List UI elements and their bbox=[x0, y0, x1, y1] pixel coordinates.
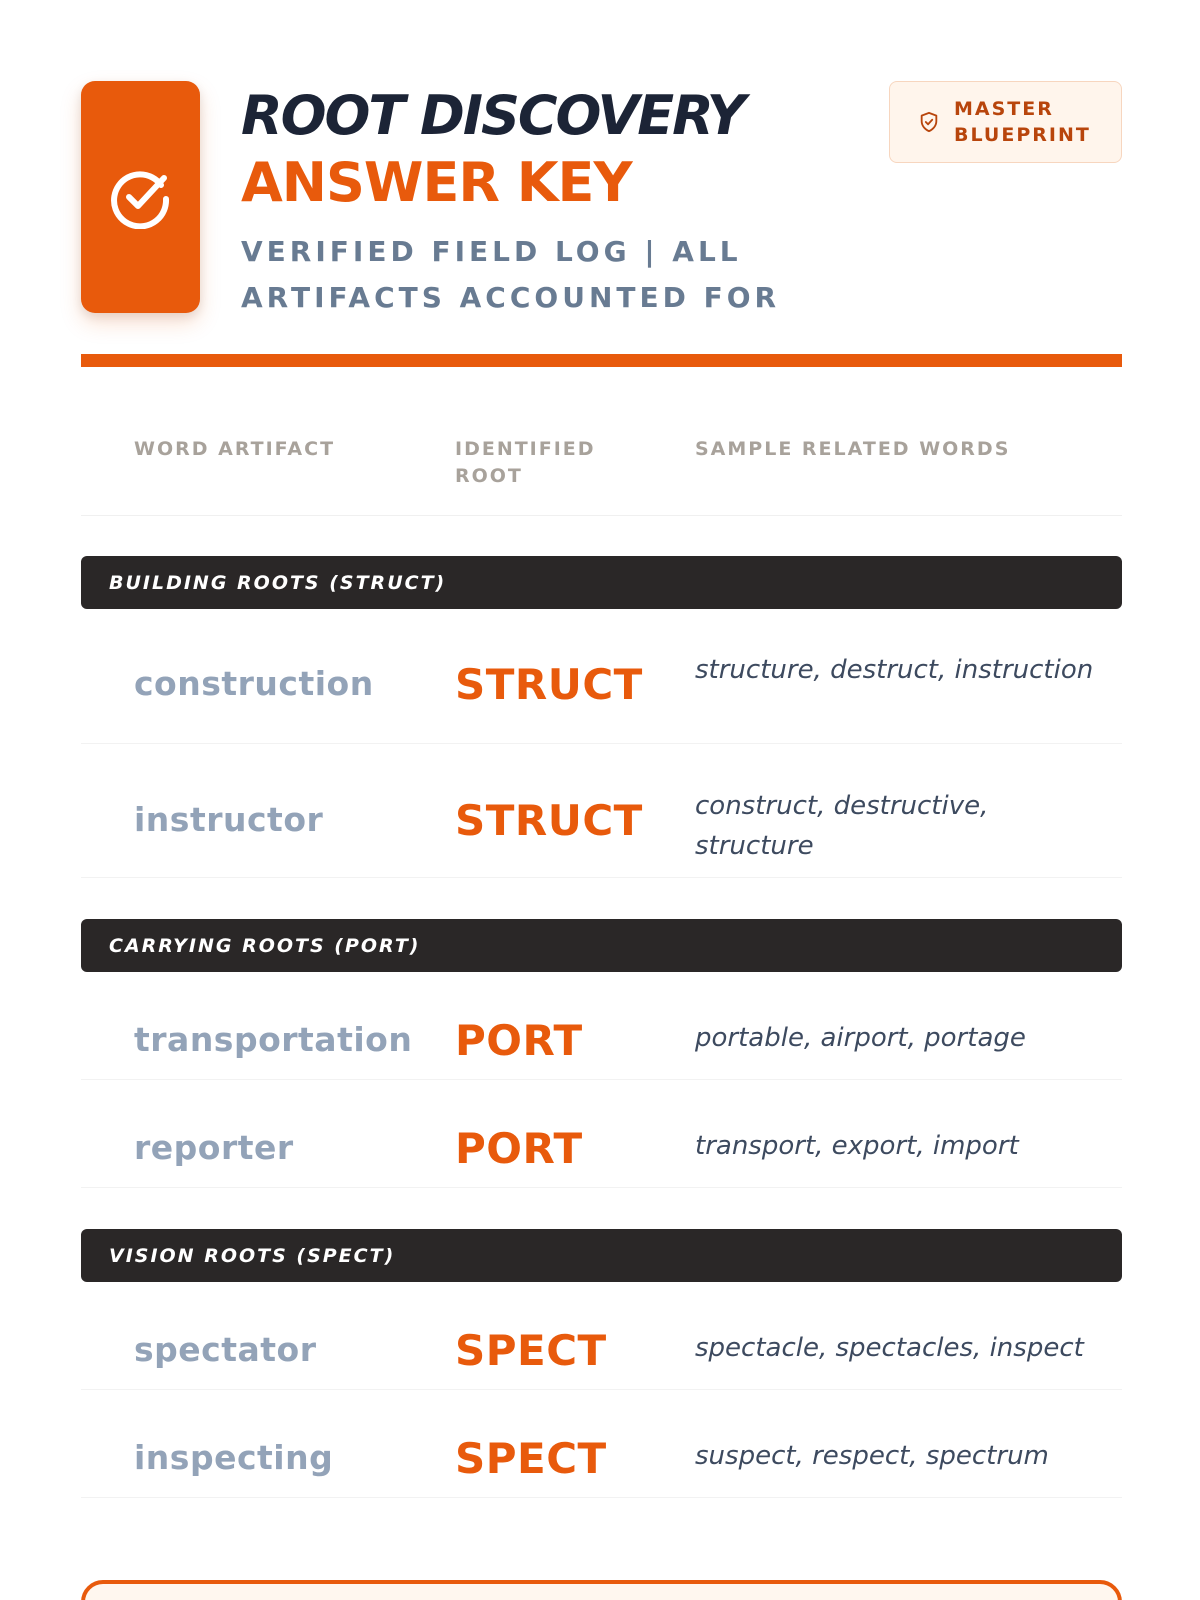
page-title-secondary: ANSWER KEY bbox=[241, 151, 632, 214]
group-header-struct bbox=[81, 556, 1122, 609]
identified-root: STRUCT bbox=[455, 660, 643, 709]
table-row bbox=[81, 1080, 1122, 1188]
identified-root: PORT bbox=[455, 1124, 583, 1173]
column-header-divider bbox=[81, 515, 1122, 516]
related-words: construct, destructive, structure bbox=[695, 791, 989, 861]
check-circle-icon bbox=[109, 165, 173, 229]
footer-panel bbox=[81, 1580, 1122, 1600]
header-divider bbox=[81, 354, 1122, 367]
related-words: structure, destruct, instruction bbox=[695, 655, 1094, 685]
word-artifact: construction bbox=[134, 664, 374, 703]
group-label: VISION ROOTS (SPECT) bbox=[109, 1244, 396, 1267]
table-row bbox=[81, 622, 1122, 744]
page-title: ROOT DISCOVERY bbox=[241, 84, 744, 147]
identified-root: STRUCT bbox=[455, 796, 643, 845]
related-words: suspect, respect, spectrum bbox=[695, 1441, 1049, 1471]
table-row bbox=[81, 744, 1122, 878]
shield-check-icon bbox=[918, 111, 940, 133]
identified-root: SPECT bbox=[455, 1326, 607, 1375]
group-header-port bbox=[81, 919, 1122, 972]
table-row bbox=[81, 972, 1122, 1080]
word-artifact: inspecting bbox=[134, 1438, 334, 1477]
answer-key-badge bbox=[81, 81, 200, 313]
stamp-label: MASTER BLUEPRINT bbox=[954, 98, 1091, 146]
word-artifact: reporter bbox=[134, 1128, 294, 1167]
group-label: CARRYING ROOTS (PORT) bbox=[109, 934, 421, 957]
word-artifact: transportation bbox=[134, 1020, 413, 1059]
master-blueprint-stamp bbox=[889, 81, 1122, 163]
group-header-spect bbox=[81, 1229, 1122, 1282]
column-header-word: WORD ARTIFACT bbox=[134, 438, 336, 460]
word-artifact: instructor bbox=[134, 800, 324, 839]
identified-root: SPECT bbox=[455, 1434, 607, 1483]
identified-root: PORT bbox=[455, 1016, 583, 1065]
related-words: transport, export, import bbox=[695, 1131, 1019, 1161]
table-row bbox=[81, 1282, 1122, 1390]
group-label: BUILDING ROOTS (STRUCT) bbox=[109, 571, 447, 594]
page-header bbox=[81, 81, 1122, 321]
column-header-root: IDENTIFIED ROOT bbox=[455, 438, 596, 487]
related-words: spectacle, spectacles, inspect bbox=[695, 1333, 1084, 1363]
page-subtitle: VERIFIED FIELD LOG | ALL ARTIFACTS ACCOUNTED FOR bbox=[241, 235, 781, 314]
word-artifact: spectator bbox=[134, 1330, 317, 1369]
column-header-related: SAMPLE RELATED WORDS bbox=[695, 438, 1011, 460]
table-row bbox=[81, 1390, 1122, 1498]
related-words: portable, airport, portage bbox=[695, 1023, 1026, 1053]
